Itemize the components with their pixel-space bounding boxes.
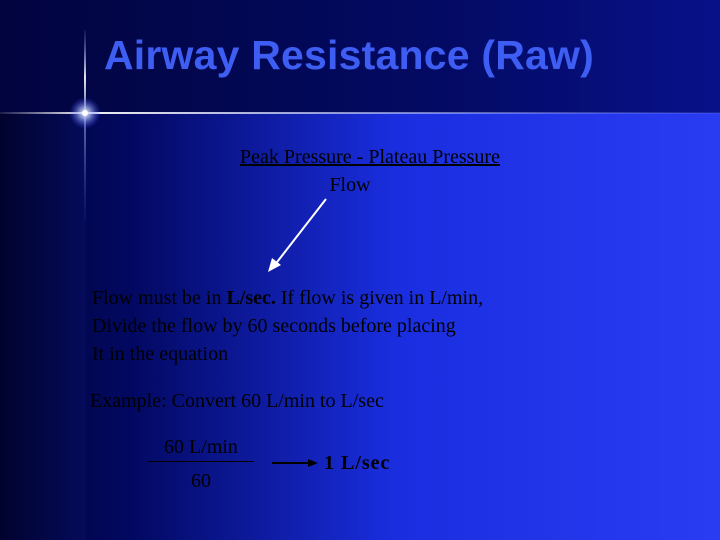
formula-denominator: Flow (329, 174, 371, 196)
note-line-2: Divide the flow by 60 seconds before placing (92, 315, 456, 337)
conversion-denominator: 60 (191, 470, 211, 492)
note-line-1: Flow must be in L/sec. If flow is given in L/min, (92, 287, 484, 309)
formula-numerator: Peak Pressure - Plateau Pressure (240, 146, 500, 168)
conversion-numerator: 60 L/min (164, 436, 238, 458)
example-text: Example: Convert 60 L/min to L/sec (90, 390, 384, 412)
note-line-3: It in the equation (92, 343, 229, 365)
slide-title: Airway Resistance (Raw) (104, 32, 594, 78)
conversion-result: 1 L/sec (324, 452, 391, 474)
